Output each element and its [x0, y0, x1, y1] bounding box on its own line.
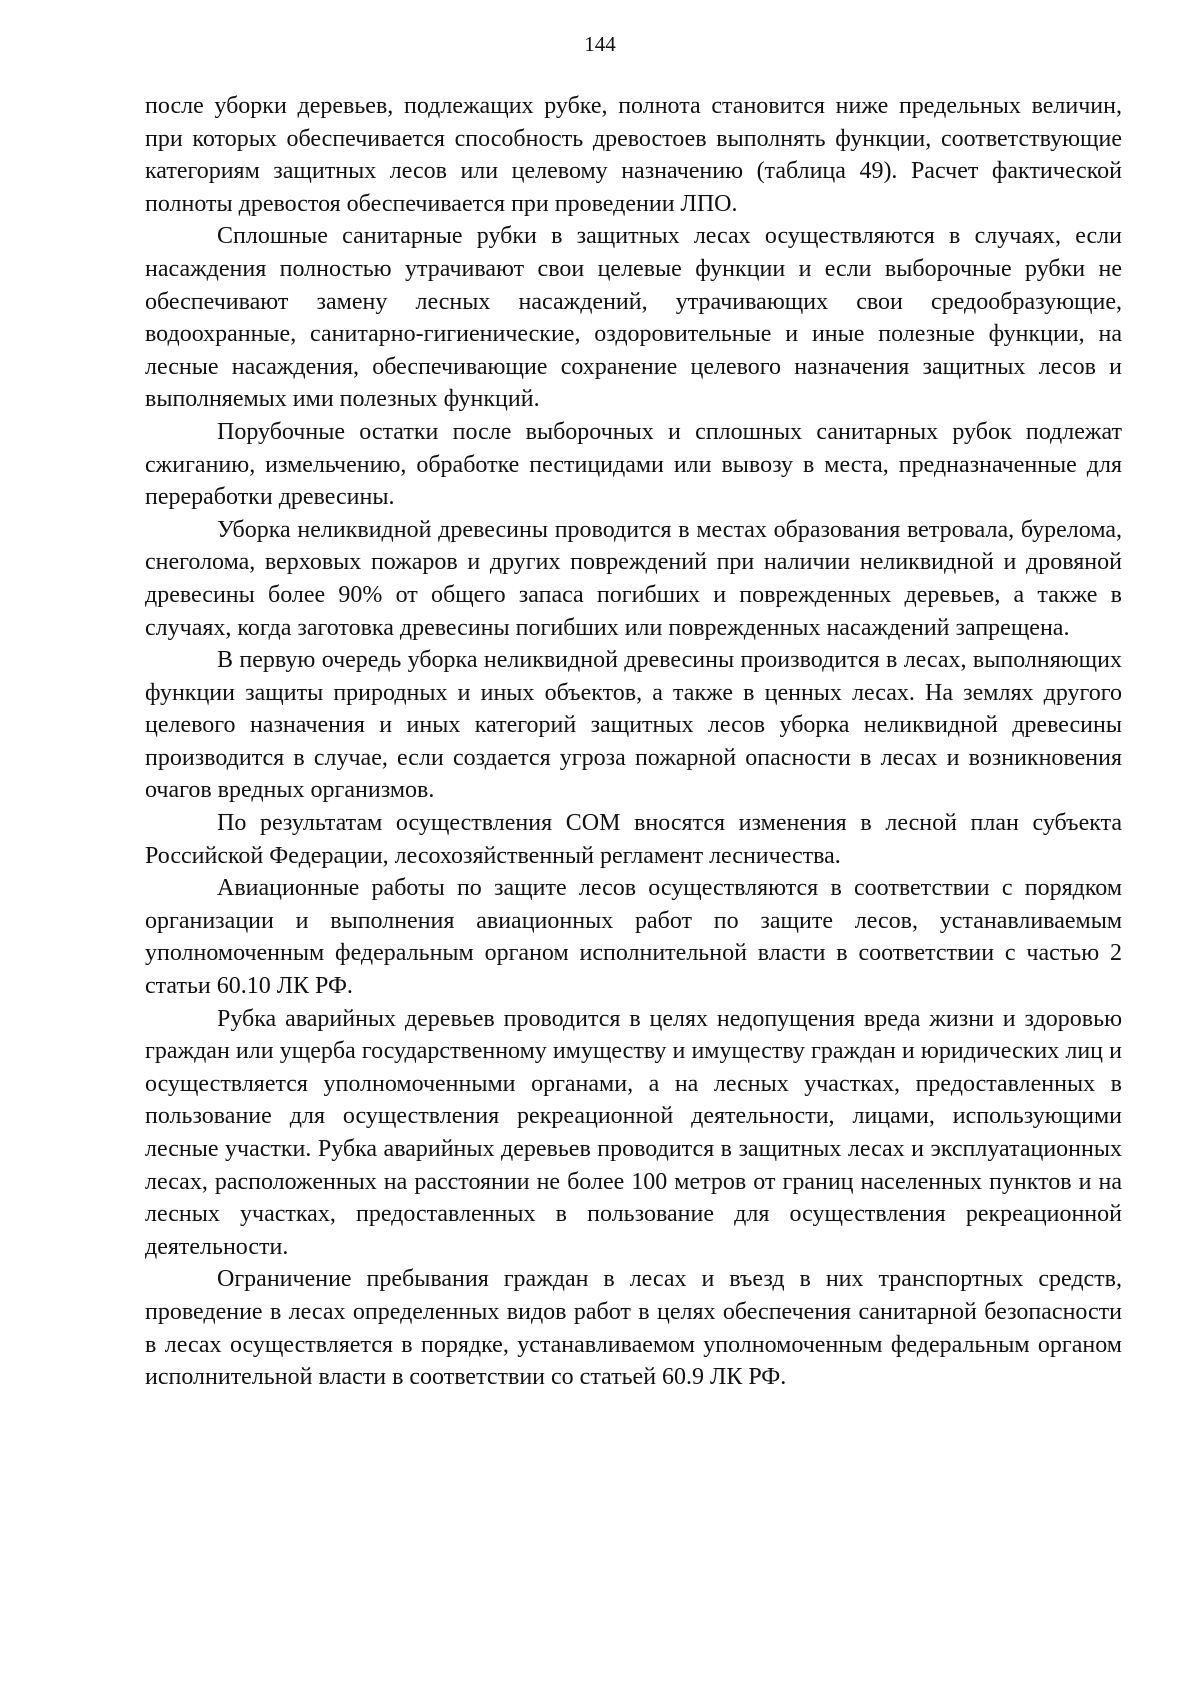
page-number: 144 [584, 32, 616, 56]
paragraph-clear-cut-sanitary: Сплошные санитарные рубки в защитных лесах осуществляются в случаях, если насаждения полностью утрачивают свои целевые функции и если выборочные рубки не обеспечивают замену лесных насаждений, утрачивающих свои средообразующие, водоохранные, санитарно-гигиенические, оздоровительные и иные полезные функции, на лесные насаждения, обеспечивающие сохранение целевого назначения защитных лесов и выполняемых ими полезных функций. [145, 223, 1122, 413]
paragraph-logging-residues: Порубочные остатки после выборочных и сплошных санитарных рубок подлежат сжиганию, измельчению, обработке пестицидами или вывозу в места, предназначенные для переработки древесины. [145, 418, 1122, 511]
paragraph-continuation: после уборки деревьев, подлежащих рубке, полнота становится ниже предельных величин, при которых обеспечивается способность древостоев выполнять функции, соответствующие категориям защитных лесов или целевому назначению (таблица 49). Расчет фактической полноты древостоя обеспечивается при проведении ЛПО. [145, 93, 1122, 217]
paragraph-som-results: По результатам осуществления СОМ вносятся изменения в лесной план субъекта Российской Федерации, лесохозяйственный регламент лесничества. [145, 810, 1122, 869]
paragraph-priority-cleanup: В первую очередь уборка неликвидной древесины производится в лесах, выполняющих функции защиты природных и иных объектов, а также в ценных лесах. На землях другого целевого назначения и иных категорий защитных лесов уборка неликвидной древесины производится в случае, если создается угроза пожарной опасности в лесах и возникновения очагов вредных организмов. [145, 647, 1122, 804]
paragraph-hazard-tree-felling: Рубка аварийных деревьев проводится в целях недопущения вреда жизни и здоровью граждан или ущерба государственному имуществу и имуществу граждан и юридических лиц и осуществляется уполномоченными органами, а на лесных участках, предоставленных в пользование для осуществления рекреационной деятельности, лицами, использующими лесные участки. Рубка аварийных деревьев проводится в защитных лесах и эксплуатационных лесах, расположенных на расстоянии не более 100 метров от границ населенных пунктов и на лесных участках, предоставленных в пользование для осуществления рекреационной деятельности. [145, 1005, 1122, 1260]
paragraph-access-restriction: Ограничение пребывания граждан в лесах и въезд в них транспортных средств, проведение в лесах определенных видов работ в целях обеспечения санитарной безопасности в лесах осуществляется в порядке, устанавливаемом уполномоченным федеральным органом исполнительной власти в соответствии со статьей 60.9 ЛК РФ. [145, 1266, 1122, 1391]
paragraph-illiquid-wood-cleanup: Уборка неликвидной древесины проводится в местах образования ветровала, бурелома, снеголома, верховых пожаров и других повреждений при наличии неликвидной и дровяной древесины более 90% от общего запаса погибших и поврежденных деревьев, а также в случаях, когда заготовка древесины погибших или поврежденных насаждений запрещена. [145, 516, 1122, 641]
paragraph-aviation-works: Авиационные работы по защите лесов осуществляются в соответствии с порядком организации и выполнения авиационных работ по защите лесов, устанавливаемым уполномоченным федеральным органом исполнительной власти в соответствии с частью 2 статьи 60.10 ЛК РФ. [145, 875, 1122, 1000]
document-body [145, 90, 1122, 1394]
